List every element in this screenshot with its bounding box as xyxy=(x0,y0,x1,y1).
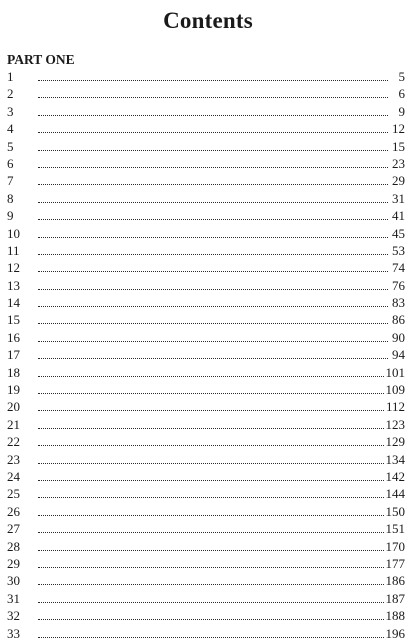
page-number: 144 xyxy=(385,486,405,502)
dot-leader xyxy=(38,410,388,411)
toc-entry[interactable] xyxy=(7,572,405,589)
page-number: 150 xyxy=(385,503,405,519)
toc-entry[interactable] xyxy=(7,207,405,224)
dot-leader xyxy=(38,237,388,238)
dot-leader xyxy=(38,97,388,98)
chapter-number: 3 xyxy=(7,103,14,119)
page-number: 90 xyxy=(392,329,405,345)
chapter-number: 1 xyxy=(7,69,14,84)
chapter-number: 23 xyxy=(7,451,20,467)
chapter-number: 30 xyxy=(7,573,20,589)
page-number: 123 xyxy=(385,416,405,432)
dot-leader xyxy=(38,445,388,446)
dot-leader xyxy=(38,637,388,638)
toc-entry[interactable] xyxy=(7,416,405,433)
toc-entry[interactable] xyxy=(7,346,405,363)
toc-entry[interactable] xyxy=(7,277,405,294)
dot-leader xyxy=(38,602,388,603)
toc-entry[interactable] xyxy=(7,225,405,242)
dot-leader xyxy=(38,150,388,151)
dot-leader xyxy=(38,619,388,620)
chapter-number: 21 xyxy=(7,416,20,432)
page-number: 23 xyxy=(392,155,405,171)
dot-leader xyxy=(38,323,388,324)
chapter-number: 2 xyxy=(7,86,14,102)
toc-entry[interactable] xyxy=(7,451,405,468)
part-heading: PART ONE xyxy=(7,52,75,67)
page-number: 177 xyxy=(385,555,405,571)
page-number: 170 xyxy=(385,538,405,554)
chapter-number: 9 xyxy=(7,208,14,224)
page-number: 134 xyxy=(385,451,405,467)
toc-entry[interactable] xyxy=(7,468,405,485)
page-number: 186 xyxy=(385,573,405,589)
page-number: 45 xyxy=(392,225,405,241)
dot-leader xyxy=(38,132,388,133)
toc-entry[interactable] xyxy=(7,329,405,346)
toc-entry[interactable] xyxy=(7,520,405,537)
chapter-number: 26 xyxy=(7,503,20,519)
page-number: 101 xyxy=(385,364,405,380)
toc-entry[interactable] xyxy=(7,120,405,137)
dot-leader xyxy=(38,428,388,429)
toc-entry[interactable] xyxy=(7,503,405,520)
chapter-number: 25 xyxy=(7,486,20,502)
page-number: 41 xyxy=(392,208,405,224)
toc-entry[interactable] xyxy=(7,103,405,120)
chapter-number: 6 xyxy=(7,155,14,171)
page-number: 29 xyxy=(392,173,405,189)
toc-list xyxy=(7,68,405,642)
page-number: 129 xyxy=(385,434,405,450)
toc-entry[interactable] xyxy=(7,138,405,155)
chapter-number: 19 xyxy=(7,382,20,398)
dot-leader xyxy=(38,376,388,377)
chapter-number: 32 xyxy=(7,608,20,624)
page-number: 196 xyxy=(385,625,405,641)
chapter-number: 7 xyxy=(7,173,14,189)
toc-entry[interactable] xyxy=(7,242,405,259)
dot-leader xyxy=(38,115,388,116)
page-number: 15 xyxy=(392,138,405,154)
chapter-number: 17 xyxy=(7,347,20,363)
page-number: 76 xyxy=(392,277,405,293)
chapter-number: 18 xyxy=(7,364,20,380)
page-number: 9 xyxy=(398,103,405,119)
page-number: 151 xyxy=(385,521,405,537)
toc-entry[interactable] xyxy=(7,590,405,607)
page-number: 187 xyxy=(385,590,405,606)
toc-entry[interactable] xyxy=(7,190,405,207)
toc-entry[interactable] xyxy=(7,381,405,398)
chapter-number: 14 xyxy=(7,295,20,311)
chapter-number: 20 xyxy=(7,399,20,415)
chapter-number: 27 xyxy=(7,521,20,537)
page-number: 12 xyxy=(392,121,405,137)
toc-entry[interactable] xyxy=(7,607,405,624)
dot-leader xyxy=(38,202,388,203)
dot-leader xyxy=(38,550,388,551)
page-number: 53 xyxy=(392,242,405,258)
chapter-number: 28 xyxy=(7,538,20,554)
toc-entry[interactable] xyxy=(7,311,405,328)
chapter-number: 16 xyxy=(7,329,20,345)
dot-leader xyxy=(38,463,388,464)
dot-leader xyxy=(38,184,388,185)
chapter-number: 8 xyxy=(7,190,14,206)
page-title: Contents xyxy=(163,8,253,33)
chapter-number: 13 xyxy=(7,277,20,293)
chapter-number: 22 xyxy=(7,434,20,450)
toc-entry[interactable] xyxy=(7,625,405,642)
chapter-number: 4 xyxy=(7,121,14,137)
page-number: 109 xyxy=(385,382,405,398)
dot-leader xyxy=(38,80,388,81)
toc-entry[interactable] xyxy=(7,364,405,381)
page-number: 142 xyxy=(385,468,405,484)
chapter-number: 31 xyxy=(7,590,20,606)
toc-entry[interactable] xyxy=(7,172,405,189)
page-number: 31 xyxy=(392,190,405,206)
toc-entry[interactable] xyxy=(7,555,405,572)
dot-leader xyxy=(38,306,388,307)
dot-leader xyxy=(38,167,388,168)
toc-entry[interactable] xyxy=(7,538,405,555)
dot-leader xyxy=(38,532,388,533)
chapter-number: 10 xyxy=(7,225,20,241)
page-number: 5 xyxy=(398,69,405,84)
chapter-number: 12 xyxy=(7,260,20,276)
dot-leader xyxy=(38,341,388,342)
chapter-number: 5 xyxy=(7,138,14,154)
dot-leader xyxy=(38,497,388,498)
page-number: 74 xyxy=(392,260,405,276)
dot-leader xyxy=(38,480,388,481)
toc-entry[interactable] xyxy=(7,155,405,172)
page-number: 112 xyxy=(385,399,405,415)
toc-entry[interactable] xyxy=(7,294,405,311)
toc-entry[interactable] xyxy=(7,259,405,276)
page-number: 94 xyxy=(392,347,405,363)
toc-entry[interactable] xyxy=(7,85,405,102)
dot-leader xyxy=(38,567,388,568)
dot-leader xyxy=(38,289,388,290)
page-number: 83 xyxy=(392,295,405,311)
page-number: 188 xyxy=(385,608,405,624)
toc-entry[interactable] xyxy=(7,485,405,502)
dot-leader xyxy=(38,584,388,585)
chapter-number: 24 xyxy=(7,468,20,484)
chapter-number: 15 xyxy=(7,312,20,328)
toc-entry[interactable] xyxy=(7,398,405,415)
chapter-number: 11 xyxy=(7,242,20,258)
dot-leader xyxy=(38,254,388,255)
page-number: 86 xyxy=(392,312,405,328)
dot-leader xyxy=(38,271,388,272)
chapter-number: 33 xyxy=(7,625,20,641)
dot-leader xyxy=(38,515,388,516)
dot-leader xyxy=(38,219,388,220)
dot-leader xyxy=(38,393,388,394)
dot-leader xyxy=(38,358,388,359)
toc-entry[interactable] xyxy=(7,433,405,450)
toc-entry[interactable] xyxy=(7,68,405,85)
chapter-number: 29 xyxy=(7,555,20,571)
page-number: 6 xyxy=(398,86,405,102)
